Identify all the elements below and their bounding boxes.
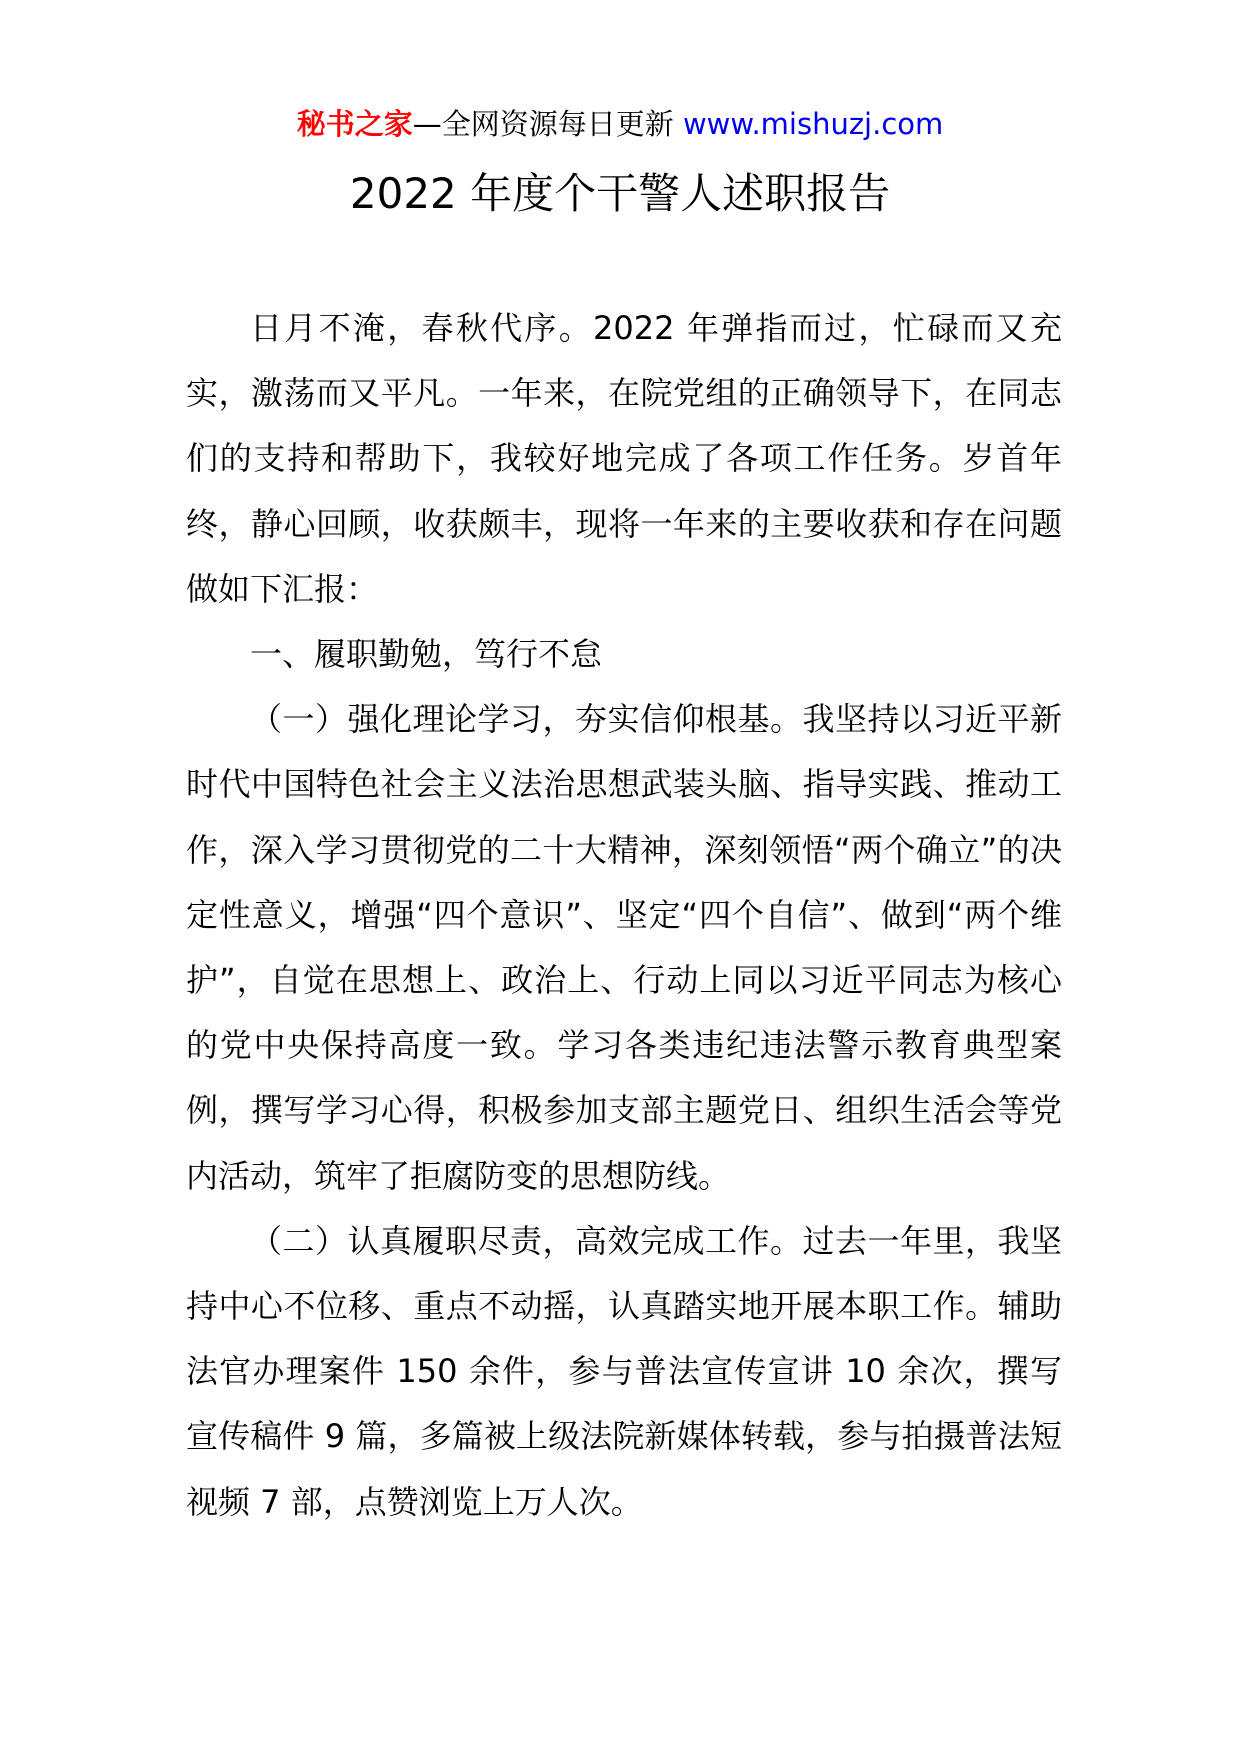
- intro-paragraph: 日月不淹，春秋代序。2022 年弹指而过，忙碌而又充实，激荡而又平凡。一年来，在院党组的正确领导下，在同志们的支持和帮助下，我较好地完成了各项工作任务。岁首年终，静心回顾，收获颇丰，现将一年来的主要收获和存在问题做如下汇报：: [186, 309, 1062, 608]
- site-url-link[interactable]: www.mishuzj.com: [682, 107, 944, 141]
- subsection-paragraph-1: （一）强化理论学习，夯实信仰根基。我坚持以习近平新时代中国特色社会主义法治思想武装头脑、指导实践、推动工作，深入学习贯彻党的二十大精神，深刻领悟“两个确立”的决定性意义，增强“四个意识”、坚定“四个自信”、做到“两个维护”，自觉在思想上、政治上、行动上同以习近平同志为核心的党中央保持高度一致。学习各类违纪违法警示教育典型案例，撰写学习心得，积极参加支部主题党日、组织生活会等党内活动，筑牢了拒腐防变的思想防线。: [186, 700, 1062, 1195]
- site-header: [0, 104, 1240, 144]
- document-title: 2022 年度个干警人述职报告: [349, 169, 891, 218]
- subsection-paragraph-2: （二）认真履职尽责，高效完成工作。过去一年里，我坚持中心不位移、重点不动摇，认真踏实地开展本职工作。辅助法官办理案件 150 余件，参与普法宣传宣讲 10 余次，撰写宣传稿件 9 篇，多篇被上级法院新媒体转载，参与拍摄普法短视频 7 部，点赞浏览上万人次。: [186, 1221, 1062, 1521]
- section-heading: 一、履职勤勉，笃行不怠: [250, 635, 603, 674]
- header-tagline: —全网资源每日更新: [412, 107, 674, 141]
- document-body: [186, 296, 1062, 1535]
- brand-name: 秘书之家: [296, 107, 413, 141]
